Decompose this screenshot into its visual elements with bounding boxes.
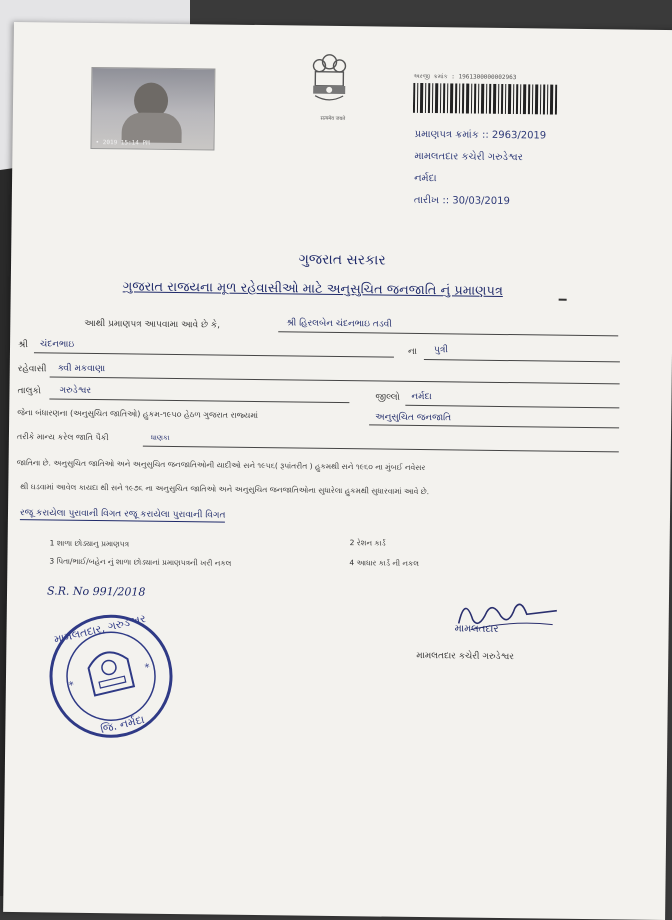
district-value: નર્મદા <box>411 391 432 403</box>
issuing-office: મામલતદાર કચેરી ગરુડેશ્વર <box>414 150 523 164</box>
father-underline <box>34 352 394 357</box>
emblem-caption: सत्यमेव जयते <box>320 115 346 123</box>
government-title: ગુજરાત સરકાર <box>298 251 386 269</box>
father-label: શ્રી <box>17 340 29 351</box>
district-label: જીલ્લો <box>375 392 400 403</box>
certificate-title: ગુજરાત રાજયના મૂળ રહેવાસીઓ માટે અનુસુચિત જનજાતિ નું પ્રમાણપત્ર <box>122 279 503 299</box>
barcode-icon <box>413 83 557 115</box>
signatory-office: મામલતદાર કચેરી ગરુડેશ્વર <box>416 650 514 663</box>
relation-underline <box>424 359 620 362</box>
barcode-label: અરજી ક્રમાંક : 1961300000002963 <box>413 72 517 82</box>
name-underline <box>278 331 618 336</box>
certificate-paper <box>3 22 672 920</box>
serial-number-handwritten: S.R. No 991/2018 <box>46 584 146 599</box>
paragraph-line-1: જાતિના છે. અનુસુચિત જાતિઓ અને અનુસુચિત જનજાતિઓની યાદીઓ સને ૧૯૫૬( રૂપાંતરીત ) હુકમથી સને ૧૯૬૦ ના મુંબઈ નવેસર <box>16 458 426 473</box>
document-item: 2 રેશન કાર્ડ <box>349 538 386 548</box>
certificate-number: પ્રમાણપત્ર ક્રમાંક :: 2963/2019 <box>414 128 547 142</box>
constitution-underline <box>369 424 619 428</box>
recognized-label: તરીકે માન્ય કરેલ જાતિ પૈકી <box>16 432 109 443</box>
issue-date: તારીખ :: 30/03/2019 <box>413 194 510 208</box>
title-dash-mark <box>559 299 567 301</box>
taluka-label: તાલુકો <box>17 386 42 397</box>
resident-underline <box>50 376 620 384</box>
paragraph-line-2: થી ઘડવામાં આવેલ કાયદા થી સને ૧૯૭૬ ના અનુસુચિત જાતિઓ અને અનુસુચિત જનજાતિઓના સુધારેલા હુકમથી સુધારવામાં આવે છે. <box>20 482 430 497</box>
taluka-underline <box>49 398 349 403</box>
recognized-underline <box>143 446 619 453</box>
constitution-value: અનુસુચિત જનજાતિ <box>375 412 452 424</box>
district-underline <box>405 405 619 409</box>
taluka-value: ગરુડેશ્વર <box>59 385 92 396</box>
document-item: 4 આધાર કાર્ડ ની નકલ <box>349 558 420 568</box>
national-emblem-icon <box>305 52 354 113</box>
photo-timestamp: • 2019 15:14 PM <box>95 139 150 147</box>
signatory-title: મામલતદાર <box>454 623 499 635</box>
relation-label: ના <box>407 346 417 357</box>
constitution-label: જેના બંધારણના (અનુસુચિત જાતિઓ) હુકમ-૧૯૫૦ હેઠળ ગુજરાત રાજ્યમાં <box>17 408 259 421</box>
intro-label: આથી પ્રમાણપત્ર આપવામા આવે છે કે, <box>84 318 221 331</box>
seal-bottom-text: જિ. નર્મદા <box>99 712 146 736</box>
resident-value: ક્વી મકવાણા <box>57 363 106 375</box>
recognized-value: ધાણકા <box>150 433 170 442</box>
documents-header: રજૂ કરાયેલા પુરાવાની વિગત રજૂ કરાયેલા પુરાવાની વિગત <box>19 508 226 521</box>
svg-text:*: * <box>143 662 152 675</box>
official-seal-icon <box>45 610 177 742</box>
document-item: 3 પિતા/ભાઈ/બહેન નું શાળા છોડ્યાનાં પ્રમાણપત્રની ખરી નકલ <box>49 556 232 568</box>
seal-top-text: મામલતદાર, ગરુડેશ્વર <box>52 611 148 647</box>
applicant-photo <box>90 67 215 151</box>
issuing-district: નર્મદા <box>414 172 437 185</box>
name-value: શ્રી હિરલબેન ચંદનભાઇ તડવી <box>286 318 392 330</box>
document-item: 1 શાળા છોડ્યાનુ પ્રમાણપત્ર <box>49 538 130 549</box>
father-value: ચંદનભાઇ <box>40 339 75 350</box>
resident-label: રહેવાસી <box>17 364 47 375</box>
relation-value: પુત્રી <box>433 345 449 356</box>
svg-text:*: * <box>68 680 76 692</box>
